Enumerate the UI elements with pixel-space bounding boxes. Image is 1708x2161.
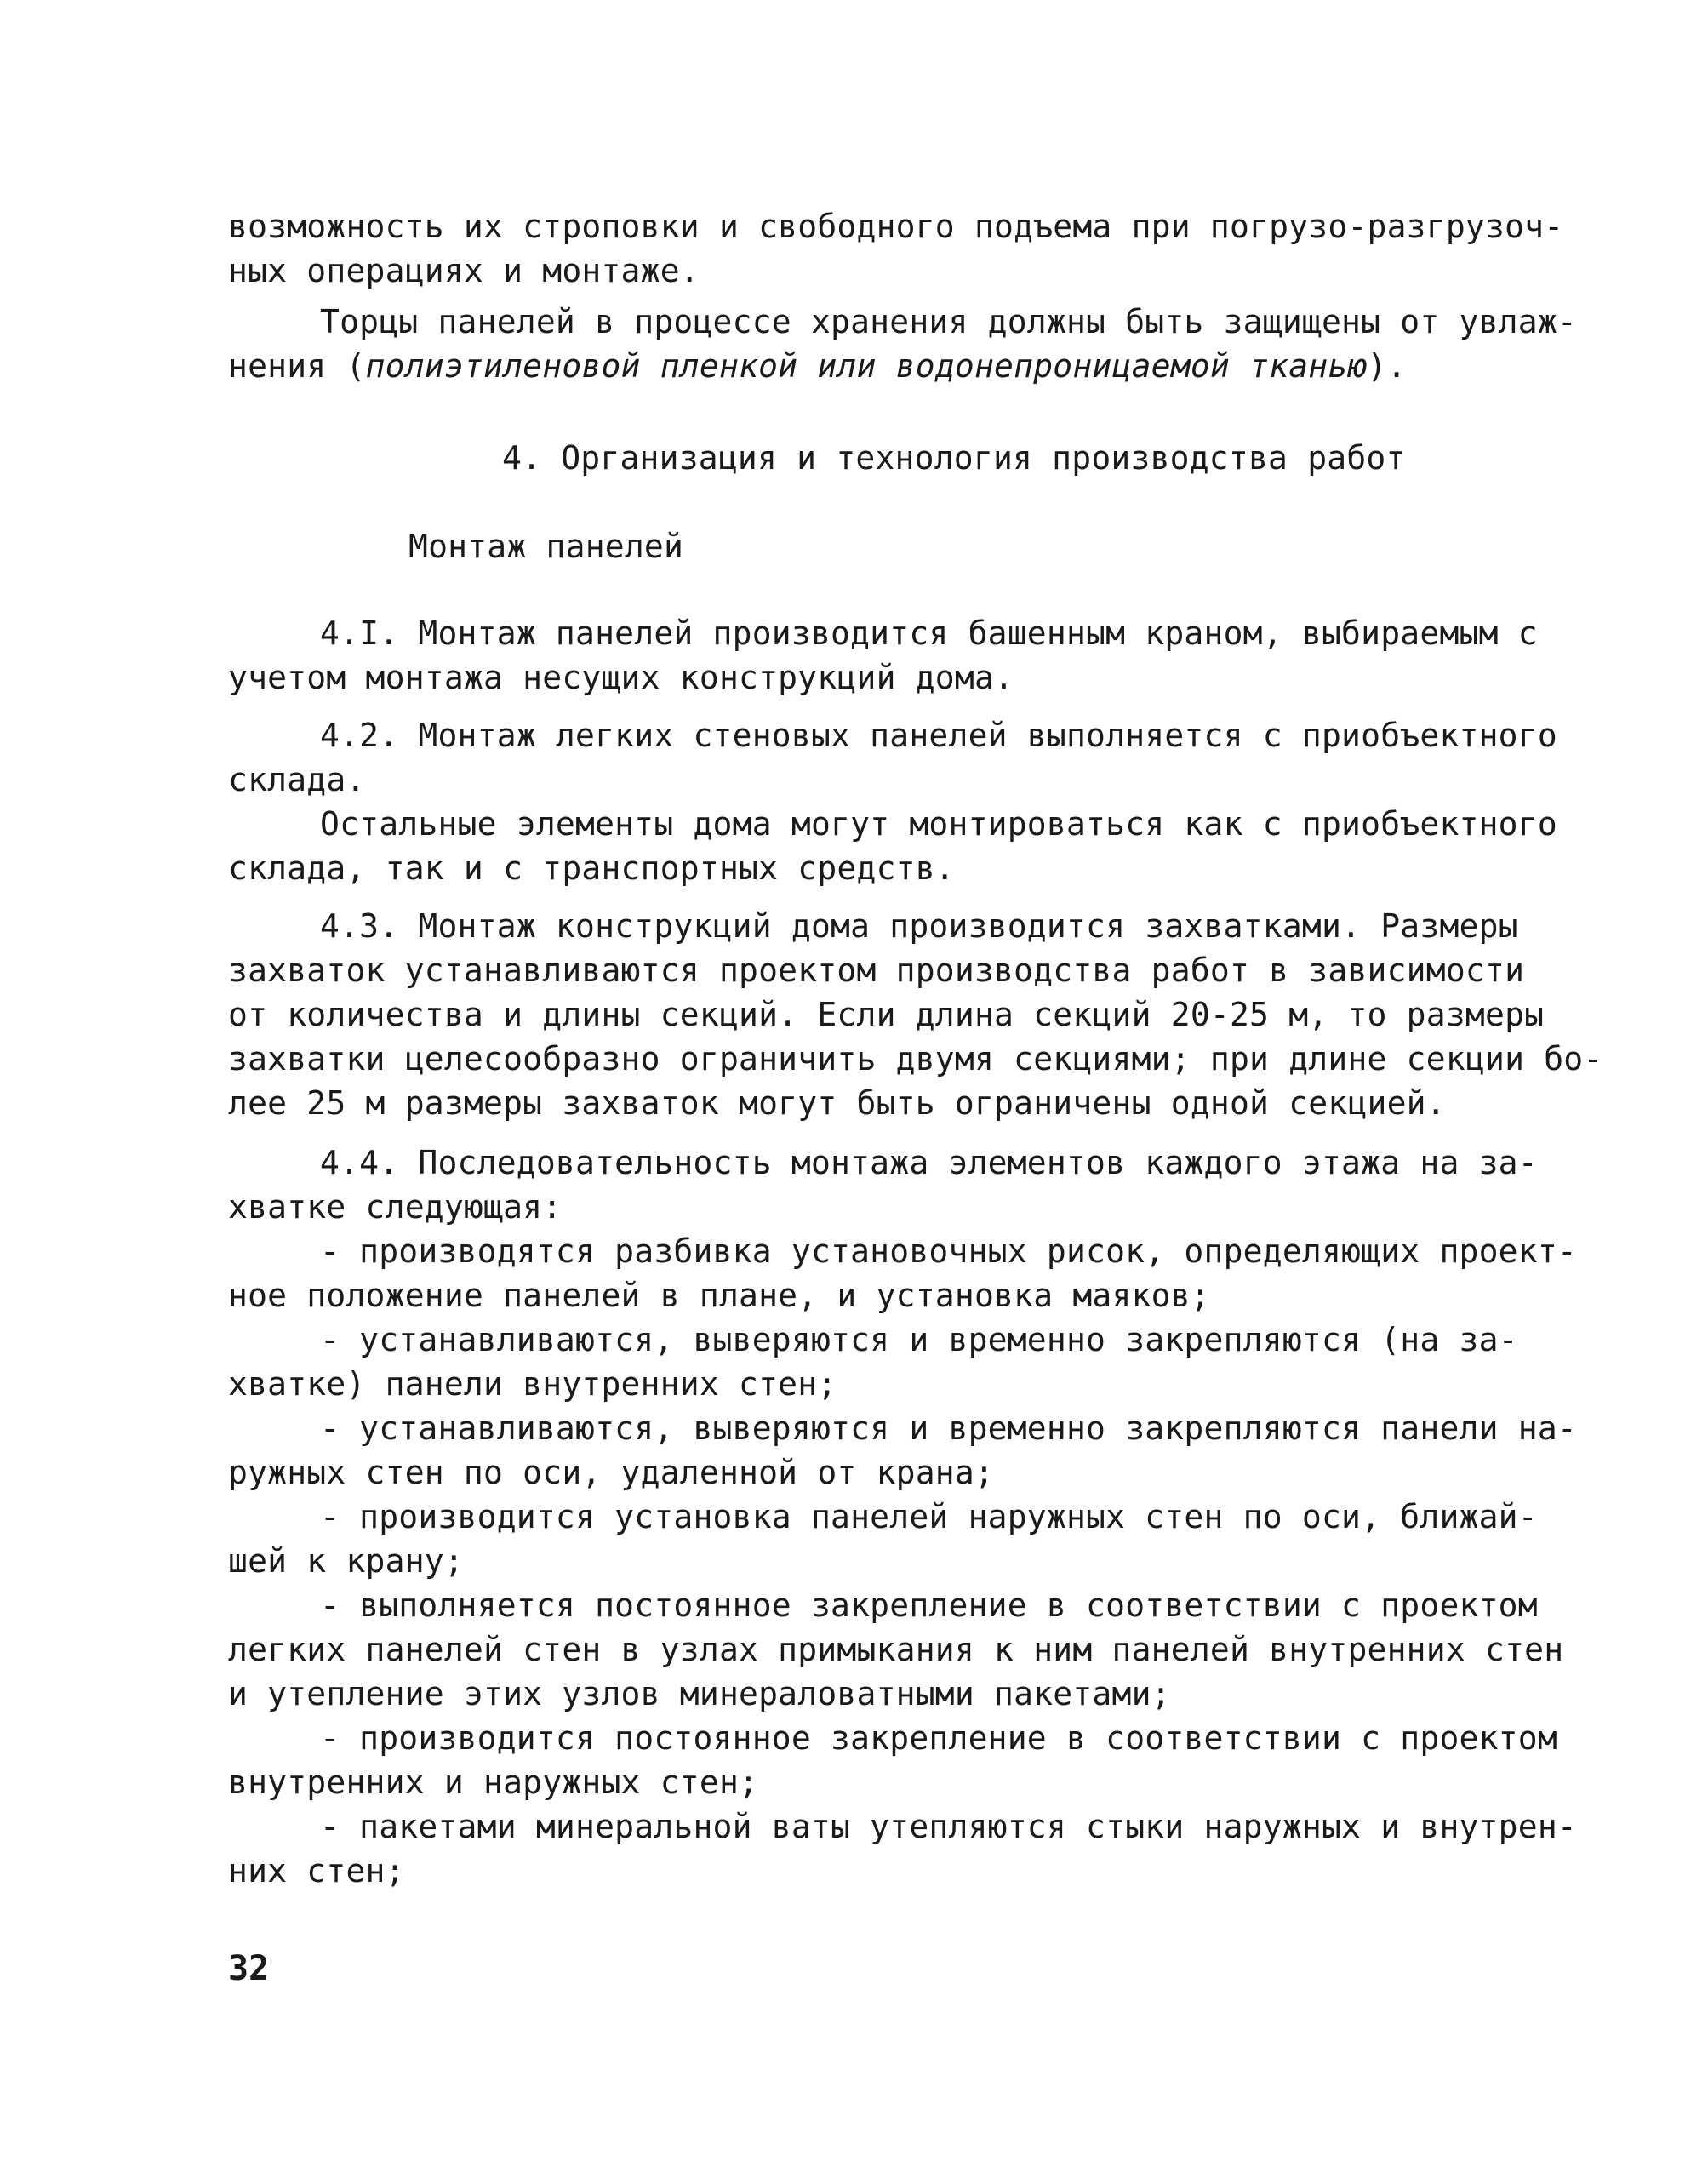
paragraph-line: Торцы панелей в процессе хранения должны быть защищены от увлаж- xyxy=(320,303,1577,340)
list-item-line: - производятся разбивка установочных рисок, определяющих проект- xyxy=(320,1232,1577,1270)
paragraph-line: хватке следующая: xyxy=(228,1188,563,1226)
list-item-line: - выполняется постоянное закрепление в соответствии с проектом xyxy=(320,1586,1538,1624)
list-item-line: - производится постоянное закрепление в соответствии с проектом xyxy=(320,1719,1557,1757)
paragraph-line: лее 25 м размеры захваток могут быть ограничены одной секцией. xyxy=(228,1084,1446,1122)
list-item-line: них стен; xyxy=(228,1852,405,1889)
list-item-line: хватке) панели внутренних стен; xyxy=(228,1365,837,1403)
list-item-line: ружных стен по оси, удаленной от крана; xyxy=(228,1454,995,1491)
list-item-line: - пакетами минеральной ваты утепляются стыки наружных и внутрен- xyxy=(320,1808,1577,1845)
list-item-line: ное положение панелей в плане, и установка маяков; xyxy=(228,1277,1210,1314)
paragraph-line: захваток устанавливаются проектом производства работ в зависимости xyxy=(228,952,1525,989)
paragraph-line: захватки целесообразно ограничить двумя секциями; при длине секции бо- xyxy=(228,1040,1603,1078)
list-item-line: шей к крану; xyxy=(228,1542,464,1580)
section-heading: 4. Организация и технология производства работ xyxy=(502,439,1406,477)
paragraph-line: ных операциях и монтаже. xyxy=(228,252,700,289)
page-number: 32 xyxy=(228,1949,270,1988)
paragraph-line: 4.2. Монтаж легких стеновых панелей выполняется с приобъектного xyxy=(320,717,1557,754)
text-run-italic: полиэтиленовой пленкой или водонепроницаемой тканью xyxy=(365,347,1368,385)
list-item-line: - устанавливаются, выверяются и временно закрепляются (на за- xyxy=(320,1321,1518,1358)
paragraph-line: возможность их строповки и свободного подъема при погрузо-разгрузоч- xyxy=(228,208,1564,245)
paragraph-line: склада. xyxy=(228,761,366,798)
subsection-heading: Монтаж панелей xyxy=(408,528,684,565)
list-item-line: легких панелей стен в узлах примыкания к ним панелей внутренних стен xyxy=(228,1631,1564,1668)
paragraph-line: 4.3. Монтаж конструкций дома производится захватками. Размеры xyxy=(320,907,1518,945)
list-item-line: внутренних и наружных стен; xyxy=(228,1764,759,1801)
list-item-line: и утепление этих узлов минераловатными пакетами; xyxy=(228,1675,1171,1712)
paragraph-line: склада, так и с транспортных средств. xyxy=(228,849,955,887)
text-run: ). xyxy=(1367,347,1407,385)
paragraph-line: учетом монтажа несущих конструкций дома. xyxy=(228,659,1014,696)
text-run: нения ( xyxy=(228,347,366,385)
paragraph-line: Остальные элементы дома могут монтироваться как с приобъектного xyxy=(320,805,1557,843)
list-item-line: - производится установка панелей наружных стен по оси, ближай- xyxy=(320,1498,1538,1535)
paragraph-line: 4.4. Последовательность монтажа элементов каждого этажа на за- xyxy=(320,1144,1538,1181)
paragraph-line: от количества и длины секций. Если длина секций 20-25 м, то размеры xyxy=(228,996,1545,1033)
list-item-line: - устанавливаются, выверяются и временно закрепляются панели на- xyxy=(320,1409,1577,1447)
paragraph-line xyxy=(228,344,1407,388)
paragraph-line: 4.I. Монтаж панелей производится башенным краном, выбираемым с xyxy=(320,615,1538,652)
